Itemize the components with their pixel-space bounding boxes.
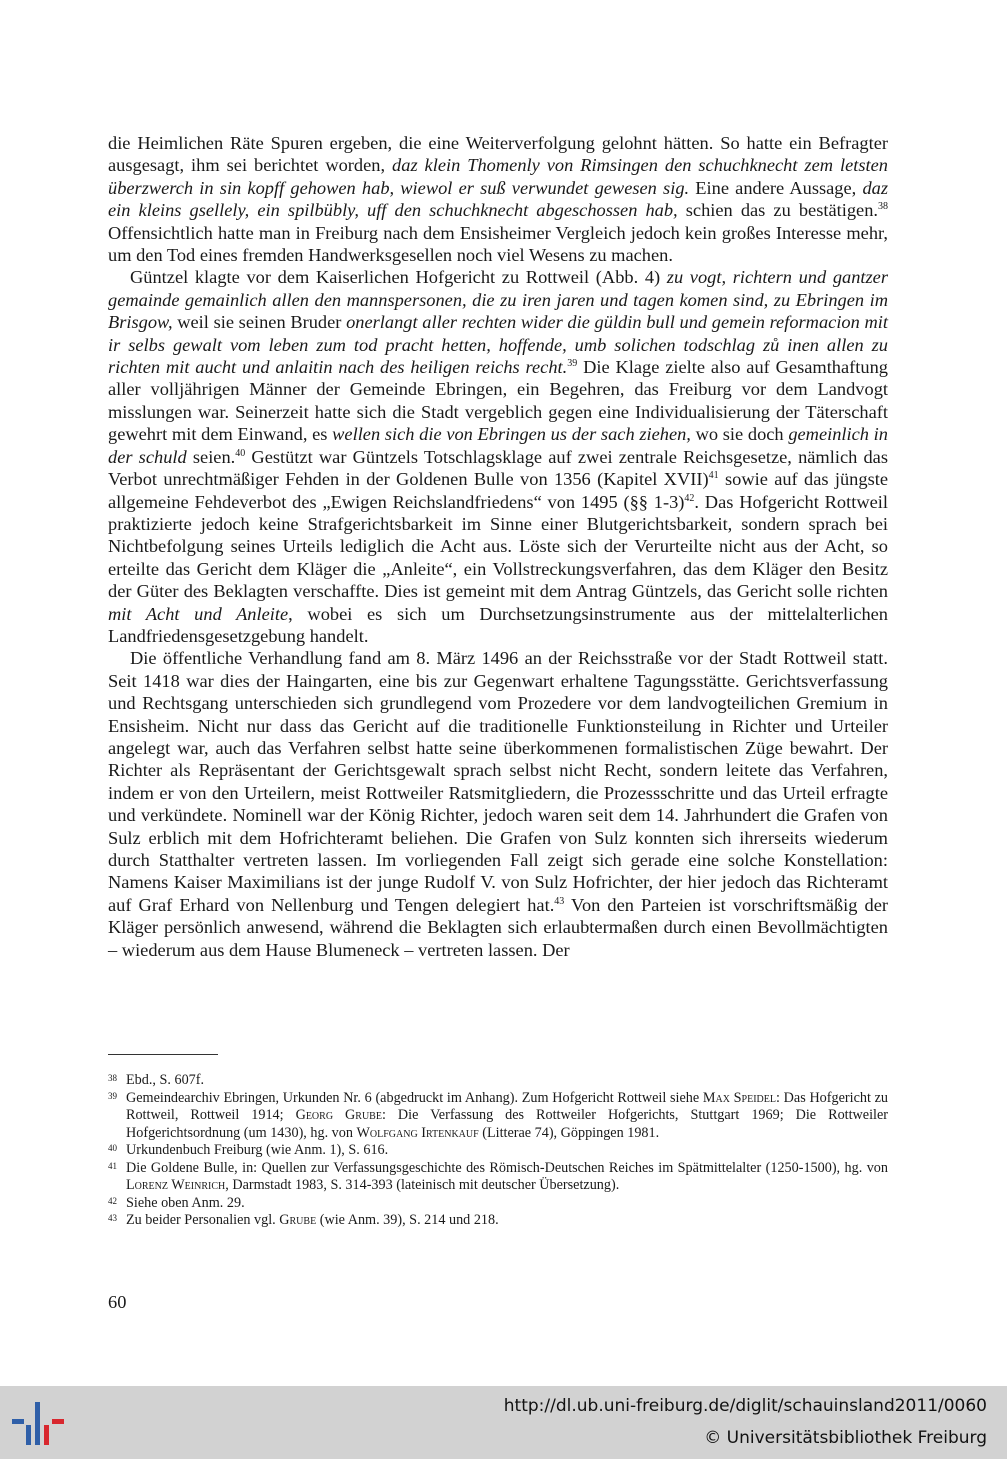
footer-bar	[0, 1386, 1007, 1459]
page-number: 60	[108, 1292, 127, 1312]
quoted-source-text: daz ein kleins gsellely, ein spilbübly, uff den schuchknecht abgeschossen hab,	[108, 177, 888, 221]
footer-url[interactable]: http://dl.ub.uni-freiburg.de/diglit/schauinsland2011/0060	[503, 1396, 987, 1416]
footnotes	[108, 1072, 888, 1230]
footnote-number: 41	[108, 1160, 117, 1171]
footnote-marker[interactable]: 40	[235, 447, 246, 459]
author-name: Wolfgang Irtenkauf	[356, 1124, 479, 1141]
paragraph: die Heimlichen Räte Spuren ergeben, die eine Weiterverfolgung gelohnt hätten. So hatte ein Befragter ausgesagt, ihm sei berichtet worden, daz klein Thomenly von Rimsingen den schuchknecht zem letsten überzwerch in sin kopff gehowen hab, wiewol er suß verwundet gewesen sig. Eine andere Aussage, daz ein kleins gsellely, ein spilbübly, uff den schuchknecht abgeschossen hab, schien das zu bestätigen.$^{38}$ Offensichtlich hatte man in Freiburg nach dem Ensisheimer Vergleich jedoch kein großes Interesse mehr, um den Tod eines fremden Handwerksgesellen noch viel Wesens zu machen.	[108, 133, 889, 266]
quoted-source-text: daz klein Thomenly von Rimsingen den schuchknecht zem letsten überzwerch in sin kopff gehowen hab, wiewol er suß verwundet gewesen sig.	[108, 155, 888, 198]
footnote-text: Ebd., S. 607f.	[126, 1072, 205, 1088]
author-name: Max Speidel	[702, 1089, 776, 1106]
quoted-source-text: gemeinlich in der schuld	[108, 424, 888, 467]
footnote-text: Urkundenbuch Freiburg (wie Anm. 1), S. 616.	[126, 1142, 389, 1158]
footnote	[108, 1090, 888, 1143]
footnote-marker[interactable]: 41	[708, 470, 719, 482]
footnote-number: 39	[108, 1090, 117, 1101]
author-name: Grube	[279, 1212, 317, 1228]
footnote-text: Zu beider Personalien vgl. Grube (wie Anm. 39), S. 214 und 218.	[126, 1212, 499, 1228]
footnote-number: 42	[108, 1195, 117, 1206]
footnote	[108, 1195, 888, 1213]
quoted-source-text: onerlangt aller rechten wider die güldin bull und gemein reformacion mit ir selbs gewalt vom leben zum tod pracht hetten, hoffende, umb solichen todschlag zů inen allen zu richten mit aucht und anlaitin nach des heiligen reichs recht.	[108, 312, 888, 378]
author-name: Georg Grube	[295, 1107, 382, 1123]
footnote-marker[interactable]: 39	[567, 358, 578, 370]
paragraph: Güntzel klagte vor dem Kaiserlichen Hofgericht zu Rottweil (Abb. 4) zu vogt, richtern und gantzer gemainde gemainlich allen den mannspersonen, die zu iren jaren und tagen komen sind, zu Ebringen im Brisgow, weil sie seinen Bruder onerlangt aller rechten wider die güldin bull und gemein reformacion mit ir selbs gewalt vom leben zum tod pracht hetten, hoffende, umb solichen todschlag zů inen allen zu richten mit aucht und anlaitin nach des heiligen reichs recht.$^{39}$ Die Klage zielte also auf Gesamthaftung aller volljährigen Männer der Gemeinde Ebringen, ein Begehren, das Freiburg vor dem Landvogt misslungen war. Seinerzeit hatte sich die Stadt vergeblich gegen eine Individualisierung der Täterschaft gewehrt mit dem Einwand, es wellen sich die von Ebringen us der sach ziehen, wo sie doch gemeinlich in der schuld seien.$^{40}$ Gestützt war Güntzels Totschlagsklage auf zwei zentrale Reichsgesetze, nämlich das Verbot unrechtmäßiger Fehden in der Goldenen Bulle von 1356 (Kapitel XVII)$^{41}$ sowie auf das jüngste allgemeine Fehdeverbot des „Ewigen Reichslandfriedens“ von 1495 (§§ 1-3)$^{42}$. Das Hofgericht Rottweil praktizierte jedoch keine Strafgerichtsbarkeit im Sinne einer Blutgerichtsbarkeit, sondern sprach bei Nichtbefolgung seines Urteils lediglich die Acht aus. Löste sich der Verurteilte nicht aus der Acht, so erteilte das Gericht dem Kläger die „Anleite“, ein Vollstreckungsverfahren, das dem Kläger den Besitz der Güter des Beklagten verschaffte. Dies ist gemeint mit dem Antrag Güntzels, das Gericht solle richten mit Acht und Anleite, wobei es sich um Durchsetzungsinstrumente aus der mittelalterlichen Landfriedensgesetzgebung handelt.	[108, 267, 888, 646]
quoted-source-text: wellen sich die von Ebringen us der sach ziehen,	[332, 424, 691, 445]
footnote-marker[interactable]: 43	[554, 895, 565, 907]
page-content	[108, 132, 888, 961]
footnote	[108, 1072, 888, 1090]
footnote-marker[interactable]: 38	[878, 201, 889, 213]
footnote-number: 43	[108, 1213, 117, 1223]
library-logo-icon	[12, 1398, 64, 1448]
footnote-number: 40	[108, 1143, 117, 1153]
footnote-text: Gemeindearchiv Ebringen, Urkunden Nr. 6 (abgedruckt im Anhang). Zum Hofgericht Rottweil siehe Max Speidel: Das Hofgericht zu Rottweil, Rottweil 1914; Georg Grube: Die Verfassung des Rottweiler Hofgerichts, Stuttgart 1969; Die Rottweiler Hofgerichtsordnung (um 1430), hg. von Wolfgang Irtenkauf (Litterae 74), Göppingen 1981.	[126, 1089, 889, 1141]
paragraph: Die öffentliche Verhandlung fand am 8. März 1496 an der Reichsstraße vor der Stadt Rottweil statt. Seit 1418 war dies der Haingarten, eine bis zur Gegenwart erhaltene Tagungsstätte. Gerichtsverfassung und Rechtsgang unterschieden sich grundlegend vom Prozedere vor dem landvogteilichen Gremium in Ensisheim. Nicht nur dass das Gericht auf die traditionelle Funktionsteilung in Richter und Urteiler angelegt war, auch das Verfahren selbst hatte seine überkommenen formalistischen Züge bewahrt. Der Richter als Repräsentant der Gerichtsgewalt sprach selbst nicht Recht, sondern leitete das Verfahren, indem er von den Urteilern, meist Rottweiler Ratsmitgliedern, die Prozessschritte und das Urteil erfragte und verkündete. Nominell war der König Richter, jedoch waren seit dem 14. Jahrhundert die Grafen von Sulz erblich mit dem Hofrichteramt beliehen. Die Grafen von Sulz konnten sich ihrerseits wiederum durch Statthalter vertreten lassen. Im vorliegenden Fall zeigt sich gerade eine solche Konstellation: Namens Kaiser Maximilians ist der junge Rudolf V. von Sulz Hofrichter, der hier jedoch das Richteramt auf Graf Erhard von Nellenburg und Tengen delegiert hat.$^{43}$ Von den Parteien ist vorschriftsmäßig der Kläger persönlich anwesend, während die Beklagten sich erlaubtermaßen durch einen Bevollmächtigten – wiederum aus dem Hause Blumeneck – vertreten lassen. Der	[108, 648, 888, 960]
footnote	[108, 1160, 888, 1195]
body-text	[108, 132, 888, 961]
footnote-text: Siehe oben Anm. 29.	[126, 1194, 245, 1211]
footnote-number: 38	[108, 1073, 117, 1083]
author-name: Lorenz Weinrich	[126, 1177, 226, 1193]
footnote-separator	[108, 1054, 218, 1055]
footnote	[108, 1142, 888, 1160]
footnote-text: Die Goldene Bulle, in: Quellen zur Verfassungsgeschichte des Römisch-Deutschen Reiches im Spätmittelalter (1250-1500), hg. von Lorenz Weinrich, Darmstadt 1983, S. 314-393 (lateinisch mit deutscher Übersetzung).	[126, 1159, 888, 1193]
quoted-source-text: zu vogt, richtern und gantzer gemainde gemainlich allen den mannspersonen, die zu iren jaren und tagen komen sind, zu Ebringen im Brisgow,	[108, 267, 888, 333]
footer-copyright: © Universitätsbibliothek Freiburg	[704, 1428, 987, 1448]
footnote	[108, 1212, 888, 1230]
quoted-source-text: mit Acht und Anleite	[108, 603, 289, 624]
footnote-marker[interactable]: 42	[684, 492, 695, 504]
